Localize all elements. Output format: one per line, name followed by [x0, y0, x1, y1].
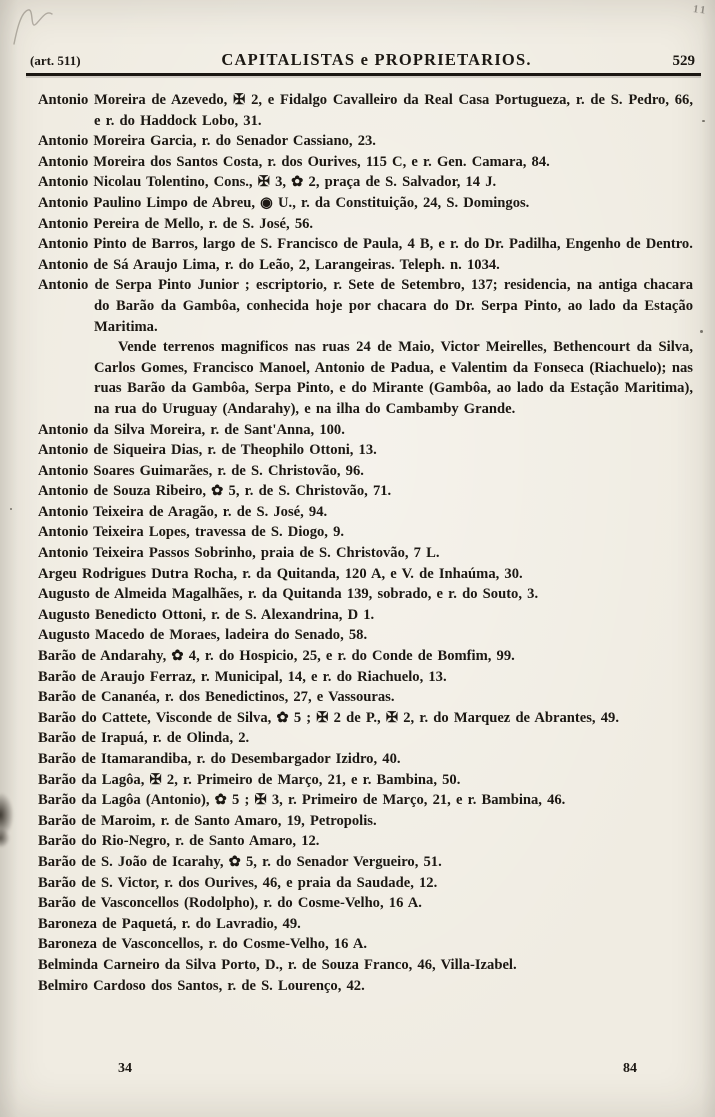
directory-entry: Antonio Moreira Garcia, r. do Senador Cassiano, 23.	[38, 133, 376, 150]
directory-entry: Baroneza de Vasconcellos, r. do Cosme-Velho, 16 A.	[38, 936, 368, 953]
scan-speck	[10, 508, 12, 510]
directory-entry: Barão de Itamarandiba, r. do Desembargador Izidro, 40.	[38, 751, 401, 767]
directory-entry: Antonio Nicolau Tolentino, Cons., ✠ 3, ✿ 2, praça de S. Salvador, 14 J.	[38, 174, 497, 191]
scan-speck	[702, 120, 705, 122]
directory-entry: Barão de Maroim, r. de Santo Amaro, 19, Petropolis.	[38, 812, 377, 829]
directory-entry: Barão de Araujo Ferraz, r. Municipal, 14, e r. do Riachuelo, 13.	[38, 668, 447, 685]
footer-signature-number-right: 84	[623, 1061, 637, 1076]
directory-entry: Antonio Soares Guimarães, r. de S. Christovão, 96.	[38, 462, 364, 479]
entry-list	[38, 90, 693, 996]
article-reference: (art. 511)	[30, 53, 81, 68]
directory-entry: Antonio de Souza Ribeiro, ✿ 5, r. de S. Christovão, 71.	[38, 483, 392, 500]
directory-entry: Antonio Moreira dos Santos Costa, r. dos Ourives, 115 C, e r. Gen. Camara, 84.	[38, 153, 550, 170]
directory-entry: Barão da Lagôa (Antonio), ✿ 5 ; ✠ 3, r. Primeiro de Março, 21, e r. Bambina, 46.	[38, 792, 566, 809]
directory-entry: Antonio da Silva Moreira, r. de Sant'Anna, 100.	[38, 421, 345, 438]
directory-entry-continuation: Vende terrenos magnificos nas ruas 24 de Maio, Victor Meirelles, Bethencourt da Silva, Carlos Gomes, Francisco Manoel, Antonio de Padua, e Valentim da Fonseca (Riachuelo); nas ruas Barão da Gambôa, Serpa Pinto, e do Mirante (Gambôa, ao lado da Estação Maritima), na rua do Uruguay (Andarahy), e na ilha do Cambamby Grande.	[94, 339, 693, 417]
directory-entry: Baroneza de Paquetá, r. do Lavradio, 49.	[38, 915, 301, 932]
page-header	[30, 50, 695, 70]
directory-entry: Barão do Cattete, Visconde de Silva, ✿ 5 ; ✠ 2 de P., ✠ 2, r. do Marquez de Abrantes, 49.	[38, 709, 619, 726]
directory-entry: Antonio de Sá Araujo Lima, r. do Leão, 2, Larangeiras. Teleph. n. 1034.	[38, 256, 500, 273]
page-number: 529	[672, 53, 695, 69]
directory-entry: Antonio Pereira de Mello, r. de S. José, 56.	[38, 215, 314, 232]
directory-entry: Augusto Benedicto Ottoni, r. de S. Alexandrina, D 1.	[38, 606, 375, 623]
directory-entry: Barão de Andarahy, ✿ 4, r. do Hospicio, 25, e r. do Conde de Bomfim, 99.	[38, 648, 515, 665]
directory-entry: Barão de S. João de Icarahy, ✿ 5, r. do Senador Vergueiro, 51.	[38, 853, 442, 870]
running-title: CAPITALISTAS e PROPRIETARIOS.	[221, 50, 532, 69]
scan-speck	[700, 330, 703, 333]
directory-entry: Antonio Teixeira Lopes, travessa de S. Diogo, 9.	[38, 524, 345, 541]
directory-entry: Belminda Carneiro da Silva Porto, D., r. de Souza Franco, 46, Villa-Izabel.	[38, 956, 517, 973]
footer-signature-number-left: 34	[118, 1061, 132, 1076]
directory-entry: Antonio Teixeira Passos Sobrinho, praia de S. Christovão, 7 L.	[38, 545, 440, 562]
directory-entry: Barão do Rio-Negro, r. de Santo Amaro, 12.	[38, 833, 320, 850]
directory-entry: Antonio de Siqueira Dias, r. de Theophilo Ottoni, 13.	[38, 442, 377, 459]
directory-entry: Barão de Irapuá, r. de Olinda, 2.	[38, 730, 250, 747]
directory-entry: Augusto Macedo de Moraes, ladeira do Senado, 58.	[38, 627, 368, 644]
directory-entry: Barão de Vasconcellos (Rodolpho), r. do Cosme-Velho, 16 A.	[38, 895, 422, 912]
directory-entry: Argeu Rodrigues Dutra Rocha, r. da Quitanda, 120 A, e V. de Inhaúma, 30.	[38, 565, 523, 582]
directory-entry: Belmiro Cardoso dos Santos, r. de S. Lourenço, 42.	[38, 977, 365, 994]
directory-entry: Antonio de Serpa Pinto Junior ; escriptorio, r. Sete de Setembro, 137; residencia, na antiga chacara do Barão da Gambôa, conhecida hoje por chacara do Dr. Serpa Pinto, ao lado da Estação Maritima.	[38, 277, 693, 335]
directory-entry: Antonio Pinto de Barros, largo de S. Francisco de Paula, 4 B, e r. do Dr. Padilha, Engenho de Dentro.	[38, 236, 693, 253]
directory-entry: Barão da Lagôa, ✠ 2, r. Primeiro de Março, 21, e r. Bambina, 50.	[38, 771, 461, 788]
ink-smudge	[0, 828, 10, 848]
directory-entry: Antonio Moreira de Azevedo, ✠ 2, e Fidalgo Cavalleiro da Real Casa Portugueza, r. de S. Pedro, 66, e r. do Haddock Lobo, 31.	[38, 92, 693, 129]
corner-annotation: 11	[691, 3, 708, 17]
directory-entry: Barão de S. Victor, r. dos Ourives, 46, e praia da Saudade, 12.	[38, 874, 438, 891]
directory-entry: Augusto de Almeida Magalhães, r. da Quitanda 139, sobrado, e r. do Souto, 3.	[38, 586, 539, 603]
directory-entry: Antonio Paulino Limpo de Abreu, ◉ U., r. da Constituição, 24, S. Domingos.	[38, 194, 530, 211]
directory-entry: Barão de Cananéa, r. dos Benedictinos, 27, e Vassouras.	[38, 689, 395, 706]
directory-entry: Antonio Teixeira de Aragão, r. de S. José, 94.	[38, 503, 328, 520]
pencil-scribble-mark	[8, 4, 68, 48]
header-rule	[26, 73, 701, 76]
